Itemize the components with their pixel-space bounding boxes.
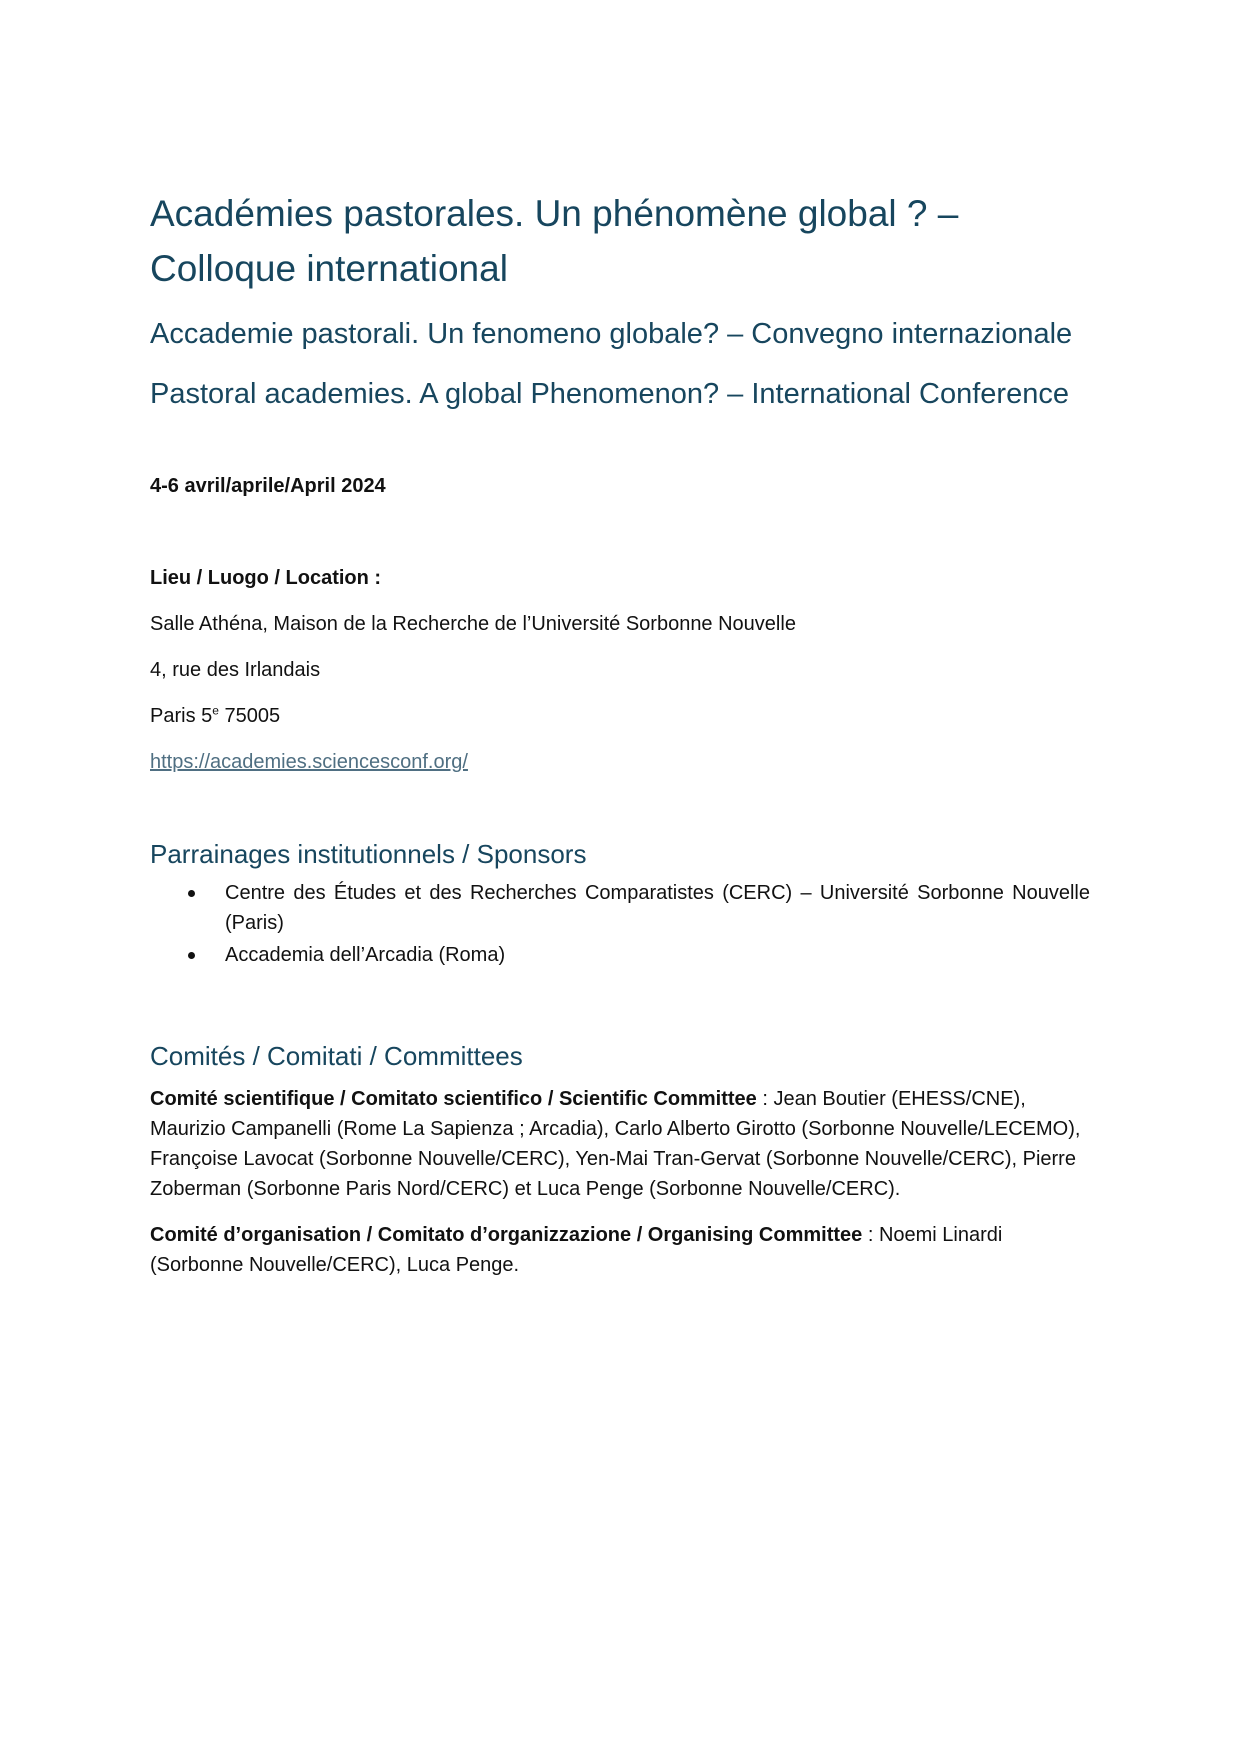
city-superscript: e	[212, 703, 219, 718]
sponsor-text: Centre des Études et des Recherches Comparatistes (CERC) – Université Sorbonne Nouvelle (Paris)	[225, 882, 1090, 934]
title-english: Pastoral academies. A global Phenomenon? – International Conference	[150, 378, 1069, 410]
scientific-committee-label: Comité scientifique / Comitato scientifico / Scientific Committee	[150, 1088, 757, 1110]
city-suffix: 75005	[218, 705, 281, 727]
bullet-icon	[188, 890, 195, 897]
organising-committee	[150, 1220, 1090, 1280]
city-prefix: Paris 5	[150, 705, 213, 727]
location-link-line	[150, 748, 1090, 776]
sponsor-text: Accademia dell’Arcadia (Roma)	[225, 944, 506, 966]
event-date: 4-6 avril/aprile/April 2024	[150, 475, 386, 497]
list-item	[150, 940, 1090, 970]
title-french: Académies pastorales. Un phénomène global ? – Colloque international	[150, 193, 959, 289]
list-item	[150, 878, 1090, 938]
location-venue: Salle Athéna, Maison de la Recherche de l’Université Sorbonne Nouvelle	[150, 613, 796, 635]
conference-website-link[interactable]: https://academies.sciencesconf.org/	[150, 751, 468, 773]
bullet-icon	[188, 952, 195, 959]
sponsors-heading: Parrainages institutionnels / Sponsors	[150, 839, 587, 869]
location-city	[150, 702, 1090, 730]
sponsors-list	[150, 878, 1090, 970]
document-page	[150, 186, 1090, 1280]
organising-committee-members: : Noemi Linardi (Sorbonne Nouvelle/CERC), Luca Penge.	[150, 1224, 1003, 1276]
location-street: 4, rue des Irlandais	[150, 659, 321, 681]
organising-committee-label: Comité d’organisation / Comitato d’organizzazione / Organising Committee	[150, 1224, 863, 1246]
location-label: Lieu / Luogo / Location :	[150, 567, 382, 589]
scientific-committee-members: : Jean Boutier (EHESS/CNE), Maurizio Campanelli (Rome La Sapienza ; Arcadia), Carlo Alberto Girotto (Sorbonne Nouvelle/LECEMO), Françoise Lavocat (Sorbonne Nouvelle/CERC), Yen-Mai Tran-Gervat (Sorbonne Nouvelle/CERC), Pierre Zoberman (Sorbonne Paris Nord/CERC) et Luca Penge (Sorbonne Nouvelle/CERC).	[150, 1088, 1081, 1200]
scientific-committee	[150, 1084, 1090, 1204]
committees-heading: Comités / Comitati / Committees	[150, 1041, 523, 1071]
title-italian: Accademie pastorali. Un fenomeno globale? – Convegno internazionale	[150, 318, 1073, 350]
